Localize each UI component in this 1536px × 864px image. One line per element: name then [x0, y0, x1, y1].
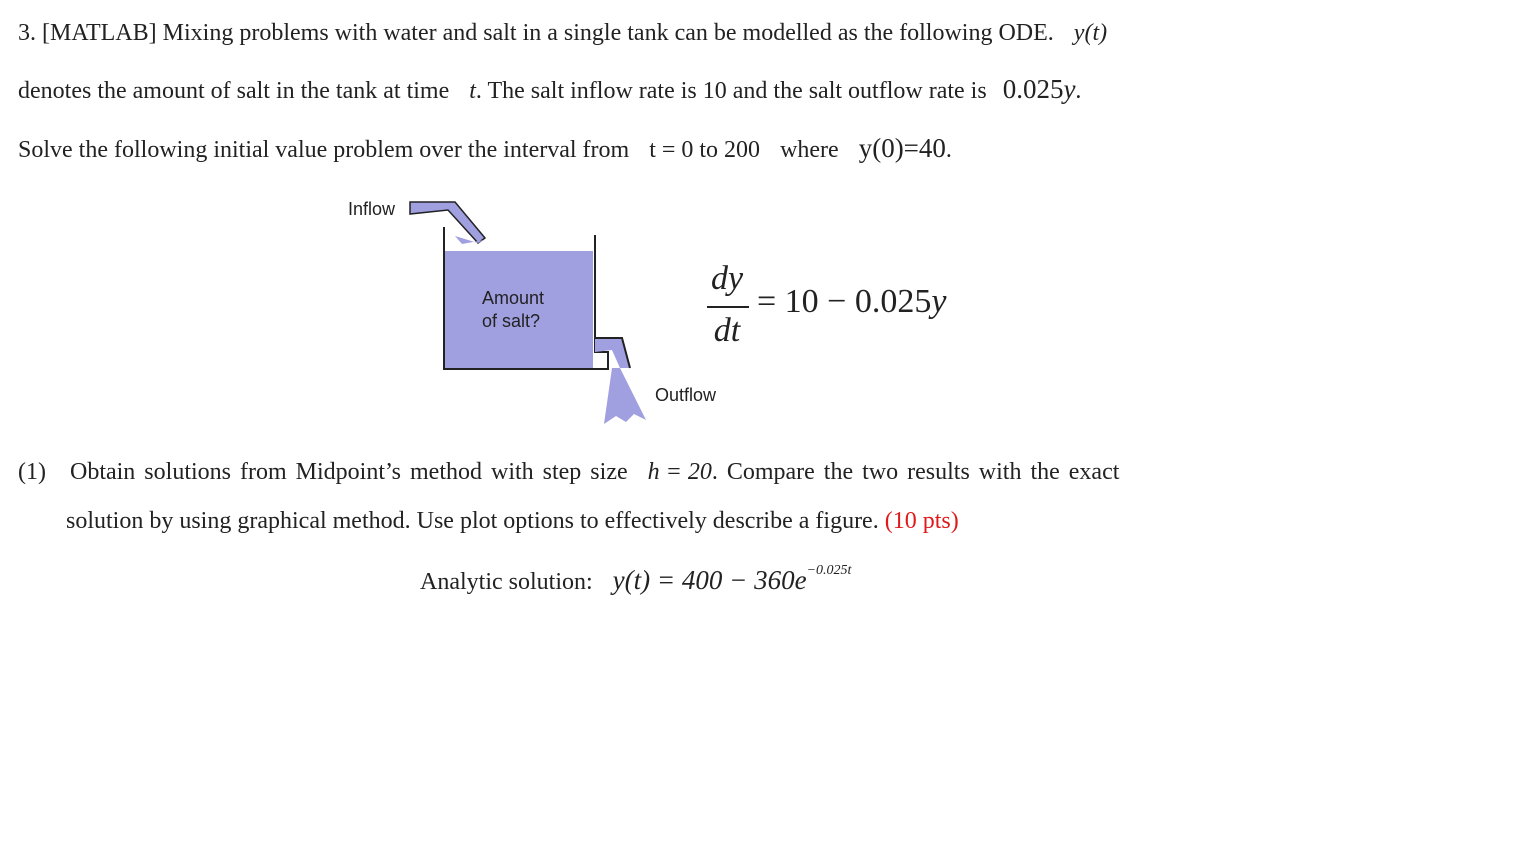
function-y-of-t: y(t) — [1073, 20, 1108, 46]
inflow-pipe — [410, 202, 485, 243]
ode-numerator: dy — [710, 260, 744, 297]
analytic-exponent: −0.025t — [806, 563, 852, 578]
step-size: h = 20 — [647, 459, 712, 485]
tank-label-line-2: of salt? — [482, 311, 541, 332]
period-2: . — [945, 137, 952, 163]
inflow-label: Inflow — [348, 199, 396, 219]
question-points: (10 pts) — [884, 508, 959, 534]
period: . — [1075, 78, 1082, 104]
question-number: (1) — [18, 459, 46, 485]
question-line-2 — [66, 509, 959, 533]
ode-rhs-var: y — [931, 283, 947, 320]
where-word: where — [780, 137, 839, 163]
question-text-b: . Compare the two results with the exact — [711, 459, 1120, 485]
outflow-label: Outflow — [655, 385, 717, 405]
ode-denominator: dt — [713, 312, 741, 349]
tank-label — [482, 287, 544, 334]
ode-rhs-expr: = 10 − 0.025 — [757, 283, 932, 320]
analytic-solution — [420, 564, 851, 594]
initial-condition: y(0)=40 — [858, 133, 946, 163]
var-t: t — [469, 78, 476, 104]
ode-fraction-bar — [707, 306, 749, 308]
outflow-rate-coef: 0.025 — [1002, 74, 1064, 104]
outflow-stream — [604, 368, 646, 424]
problem-line-1-text: 3. [MATLAB] Mixing problems with water and salt in a single tank can be modelled as the following ODE. — [18, 20, 1054, 46]
analytic-label: Analytic solution: — [420, 569, 593, 595]
problem-line-2-text-a: denotes the amount of salt in the tank at time — [18, 78, 450, 104]
tank-label-line-1: Amount — [482, 288, 545, 308]
interval: t = 0 to 200 — [649, 137, 761, 163]
question-line-2-text: solution by using graphical method. Use plot options to effectively describe a figure. — [66, 508, 879, 534]
outflow-rate-var: y — [1063, 74, 1076, 104]
question-text-a: Obtain solutions from Midpoint’s method with step size — [69, 459, 628, 485]
problem-line-3-text-a: Solve the following initial value problem over the interval from — [18, 137, 630, 163]
ode-rhs — [757, 285, 946, 319]
question-line-1 — [18, 460, 1119, 484]
problem-line-2-text-b: . The salt inflow rate is 10 and the salt outflow rate is — [475, 78, 987, 104]
analytic-expression: y(t) = 400 − 360e — [612, 565, 807, 595]
